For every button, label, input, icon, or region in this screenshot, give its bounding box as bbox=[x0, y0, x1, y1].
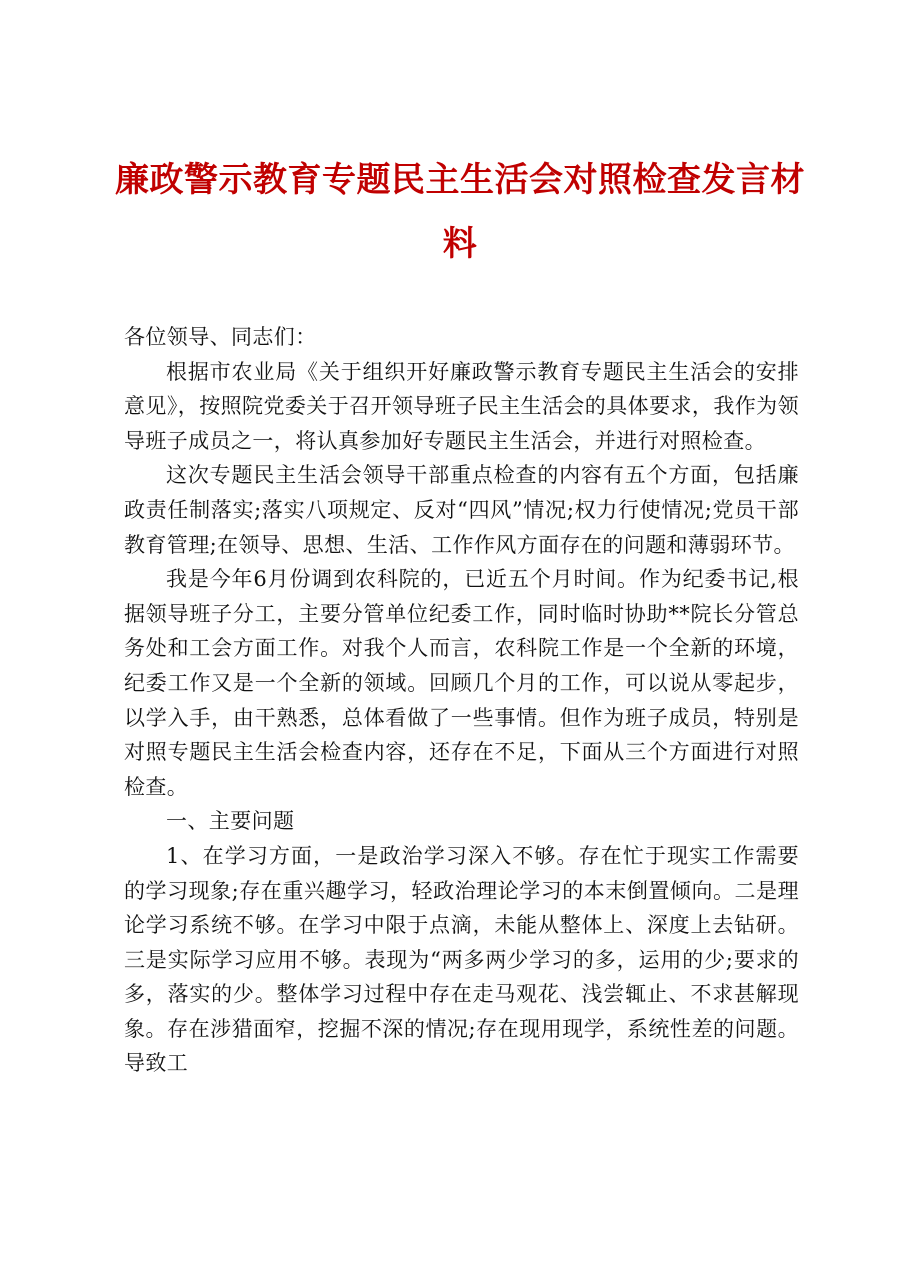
document-title: 廉政警示教育专题民主生活会对照检查发言材料 bbox=[115, 160, 805, 264]
document-body bbox=[124, 320, 799, 1081]
paragraph-personal-background: 我是今年6月份调到农科院的，已近五个月时间。作为纪委书记,根据领导班子分工，主要分管单位纪委工作，同时临时协助**院长分管总务处和工会方面工作。对我个人而言，农科院工作是一个全新的环境，纪委工作又是一个全新的领域。回顾几个月的工作，可以说从零起步，以学入手，由干熟悉，总体看做了一些事情。但作为班子成员，特别是对照专题民主生活会检查内容，还存在不足，下面从三个方面进行对照检查。 bbox=[124, 567, 799, 799]
paragraph-inspection-scope: 这次专题民主生活会领导干部重点检查的内容有五个方面，包括廉政责任制落实;落实八项规定、反对“四风”情况;权力行使情况;党员干部教育管理;在领导、思想、生活、工作作风方面存在的问题和薄弱环节。 bbox=[124, 463, 799, 557]
section-heading-main-problems: 一、主要问题 bbox=[166, 809, 295, 834]
salutation: 各位领导、同志们： bbox=[124, 325, 317, 349]
paragraph-intro: 根据市农业局《关于组织开好廉政警示教育专题民主生活会的安排意见》，按照院党委关于召开领导班子民主生活会的具体要求，我作为领导班子成员之一，将认真参加好专题民主生活会，并进行对照检查。 bbox=[124, 359, 799, 453]
paragraph-study-issues: 1、在学习方面，一是政治学习深入不够。存在忙于现实工作需要的学习现象;存在重兴趣学习，轻政治理论学习的本末倒置倾向。二是理论学习系统不够。在学习中限于点滴，未能从整体上、深度上去钻研。三是实际学习应用不够。表现为“两多两少学习的多，运用的少;要求的多，落实的少。整体学习过程中存在走马观花、浅尝辄止、不求甚解现象。存在涉猎面窄，挖掘不深的情况;存在现用现学，系统性差的问题。导致工 bbox=[124, 843, 799, 1076]
